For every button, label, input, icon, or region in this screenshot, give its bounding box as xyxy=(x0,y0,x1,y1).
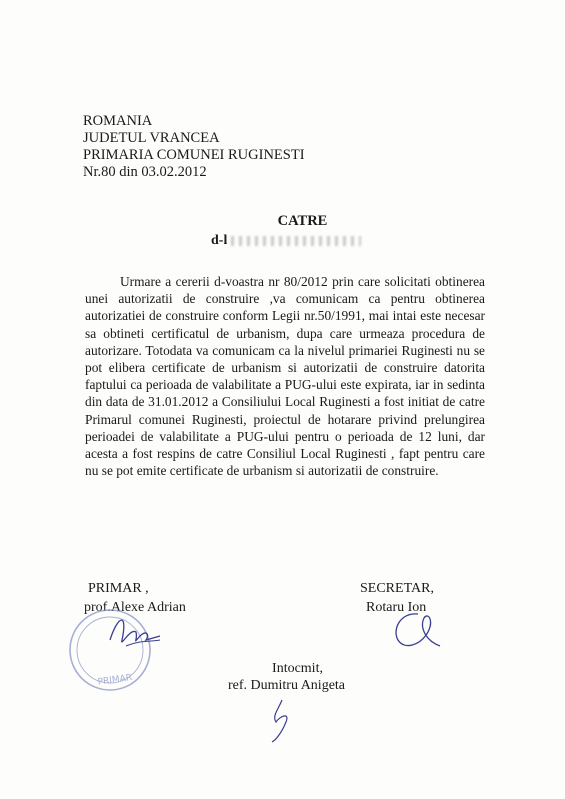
mayor-signature-underline-icon xyxy=(126,640,160,646)
stamp-text: PRIMAR xyxy=(97,672,133,688)
preparer-signature-icon xyxy=(272,700,287,742)
secretary-signature-block xyxy=(360,579,434,617)
institution-line: PRIMARIA COMUNEI RUGINESTI xyxy=(83,147,305,163)
redacted-name xyxy=(231,236,361,246)
recipient-line xyxy=(211,233,361,249)
prepared-by-block xyxy=(0,660,565,694)
country-line: ROMANIA xyxy=(83,113,153,129)
prepared-by-title: Intocmit, xyxy=(272,661,323,676)
county-line: JUDETUL VRANCEA xyxy=(83,130,220,146)
mayor-title: PRIMAR , xyxy=(88,581,149,596)
recipient-prefix: d-l xyxy=(211,233,228,248)
letterhead xyxy=(83,113,305,181)
registration-number: Nr.80 din 03.02.2012 xyxy=(83,164,207,180)
secretary-signature-icon xyxy=(396,614,440,646)
secretary-title: SECRETAR, xyxy=(360,581,434,596)
prepared-by-name: ref. Dumitru Anigeta xyxy=(227,678,346,693)
mayor-name: prof.Alexe Adrian xyxy=(84,600,186,615)
mayor-signature-icon xyxy=(110,620,160,642)
mayor-signature-block xyxy=(84,579,186,617)
body-paragraph: Urmare a cererii d-voastra nr 80/2012 prin care solicitati obtinerea unei autorizatii de construire ,va comunicam ca pentru obtinerea autorizatiei de construire conform Legii nr.50/1991, mai intai este necesar sa obtineti certificatul de urbanism, dupa care urmeaza procedura de autorizare. Totodata va comunicam ca la nivelul primariei Ruginesti nu se pot elibera certificate de urbanism si autorizatii de construire datorita faptului ca perioada de valabilitate a PUG-ului este expirata, iar in sedinta din data de 31.01.2012 a Consiliului Local Ruginesti a fost initiat de catre Primarul comunei Ruginesti, proiectul de hotarare privind prelungirea perioadei de valabilitate a PUG-ului pentru o perioada de 12 luni, dar acesta a fost respins de catre Consiliul Local Ruginesti , fapt pentru care nu se pot emite certificate de urbanism si autorizatii de construire. xyxy=(85,274,485,479)
addressee-heading: CATRE xyxy=(277,213,328,229)
secretary-name: Rotaru Ion xyxy=(366,600,427,615)
letter-body xyxy=(85,273,485,479)
